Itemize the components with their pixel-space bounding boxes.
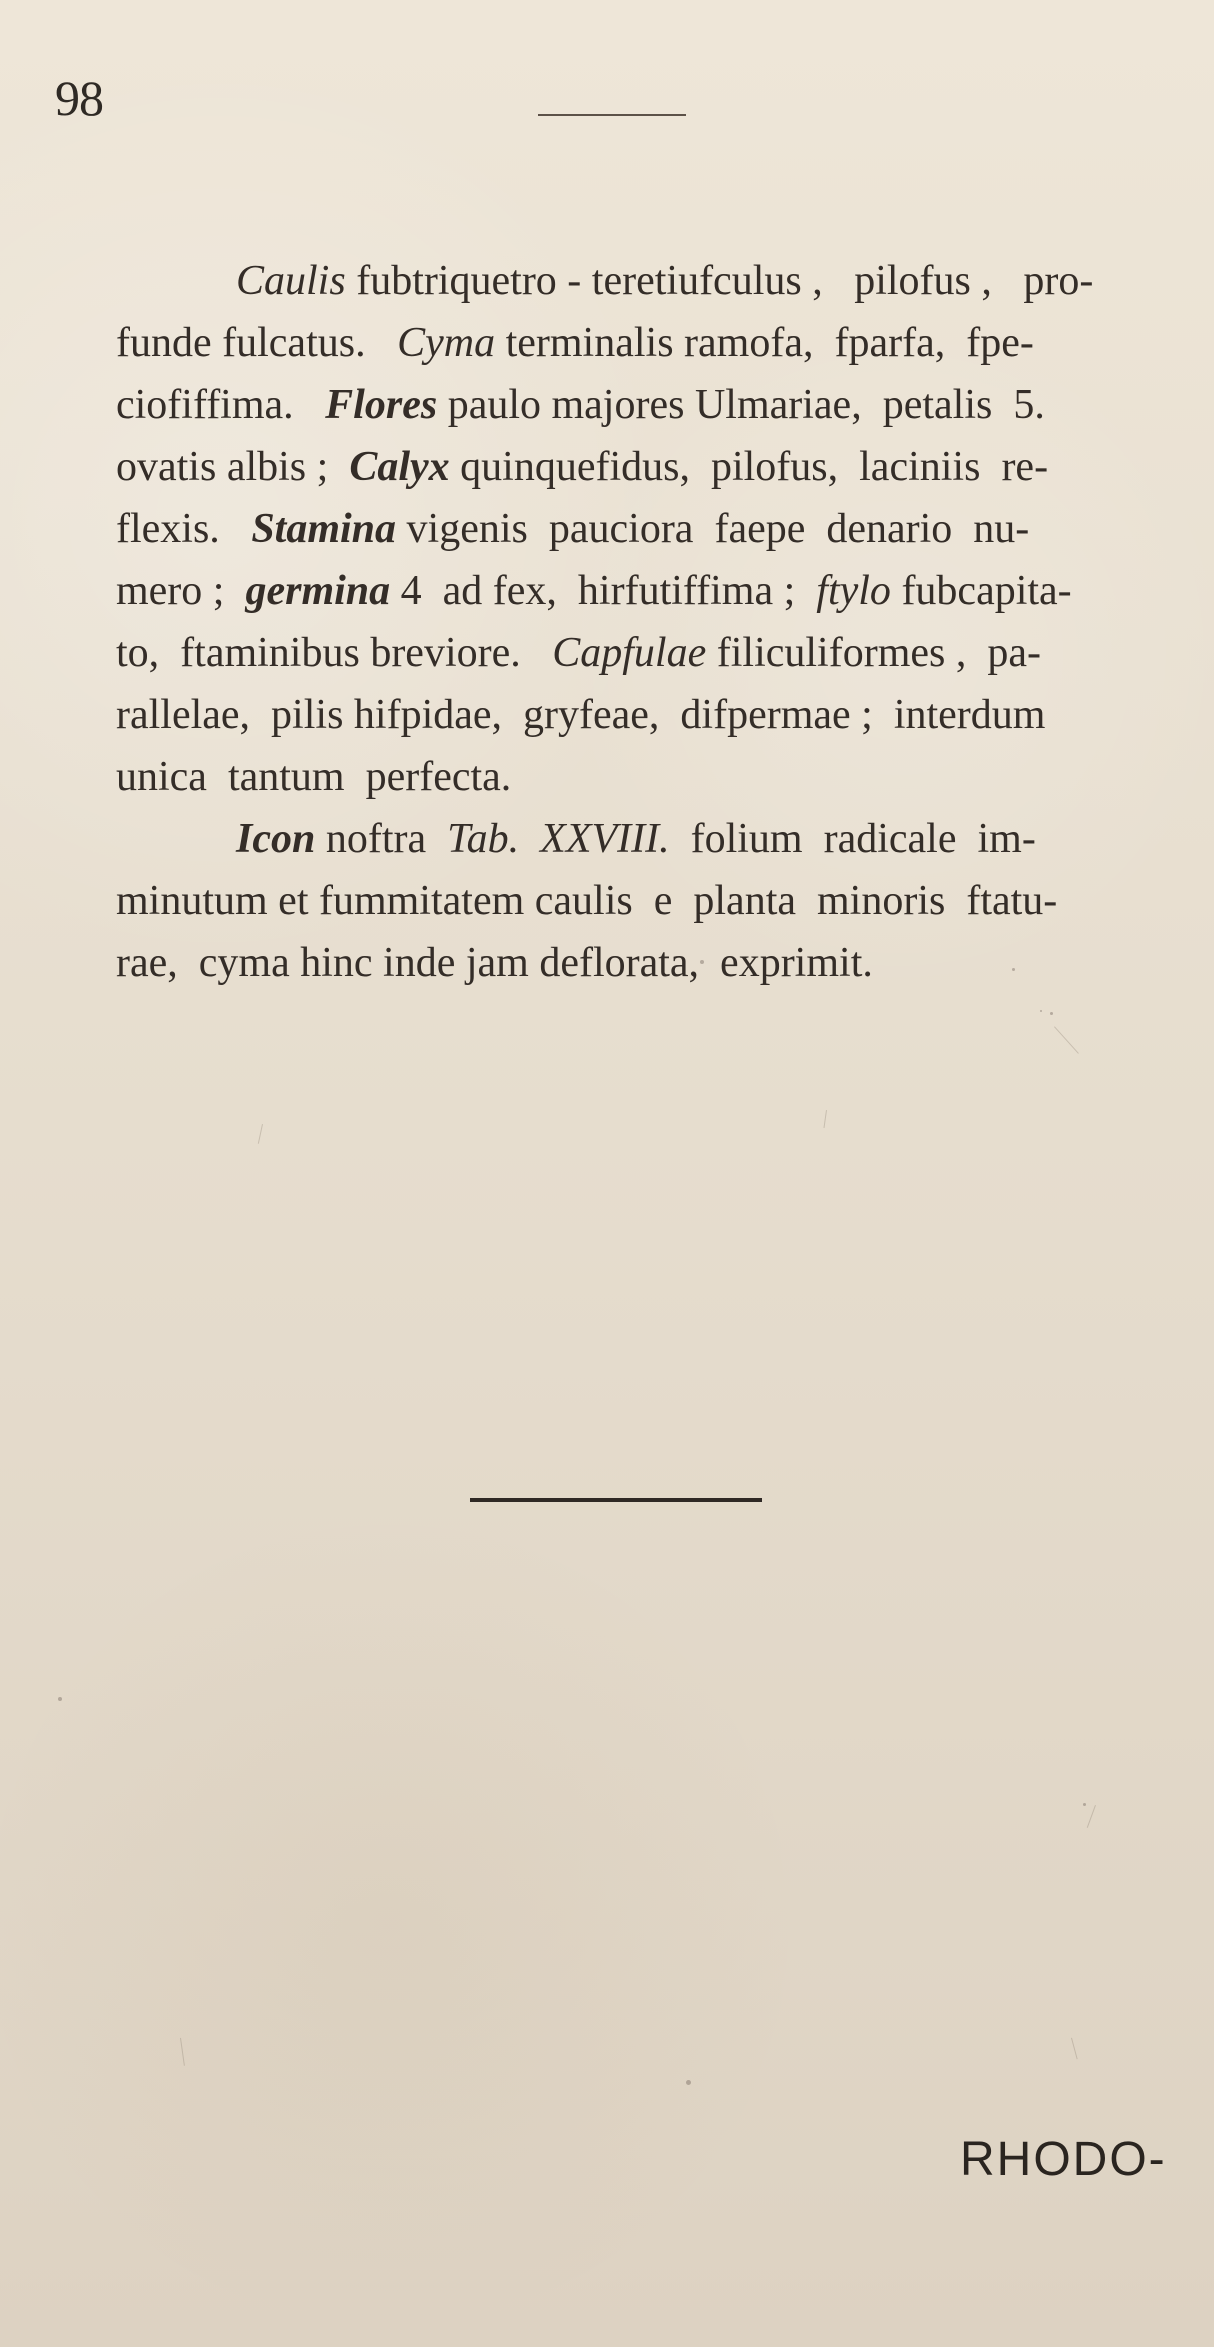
text-line <box>53 560 1173 676</box>
text-segment: terminalis ramofa, fparfa, fpe- <box>495 320 1034 366</box>
catchword: RHODO- <box>960 2133 1167 2186</box>
page-number: 98 <box>55 70 103 126</box>
text-segment: germina <box>245 568 391 614</box>
paper-speck <box>700 960 704 964</box>
text-segment: Flores <box>325 382 438 428</box>
text-line <box>53 188 1173 304</box>
text-segment: Calyx <box>349 444 450 490</box>
text-segment: to, ftaminibus breviore. <box>116 630 553 676</box>
text-line <box>53 436 1173 552</box>
text-line <box>53 374 1173 490</box>
text-segment: rallelae, pilis hifpidae, gryfeae, difpermae ; interdum <box>116 692 1046 738</box>
text-line <box>53 250 1173 366</box>
text-line <box>53 808 1173 924</box>
paper-mark <box>258 1124 263 1144</box>
text-segment: paulo majores Ulmariae, petalis 5. <box>437 382 1045 428</box>
paper-mark <box>180 2038 185 2066</box>
paper-speck <box>1083 1803 1086 1806</box>
paper-speck <box>1040 1010 1042 1012</box>
text-segment: ftylo <box>816 568 891 614</box>
text-line <box>53 312 1173 428</box>
text-line <box>53 746 1173 862</box>
text-line <box>53 870 1173 986</box>
text-segment: unica tantum perfecta. <box>116 754 512 800</box>
text-segment: Cyma <box>397 320 496 366</box>
footer-rule <box>470 1498 762 1502</box>
text-segment: quinquefidus, pilofus, laciniis re- <box>449 444 1049 490</box>
text-segment: Caulis <box>236 258 346 304</box>
paper-speck <box>1012 968 1015 971</box>
paper-mark <box>823 1110 826 1128</box>
text-segment: Tab. XXVIII. <box>447 816 670 862</box>
paper-speck <box>58 1697 62 1701</box>
paper-mark <box>1071 2038 1078 2060</box>
text-segment: Stamina <box>251 506 397 552</box>
paper-speck <box>1050 1012 1053 1015</box>
paper-mark <box>1054 1026 1079 1053</box>
text-segment: funde fulcatus. <box>116 320 398 366</box>
text-segment: filiculiformes , pa- <box>706 630 1041 676</box>
text-segment: noftra <box>315 816 448 862</box>
paper-mark <box>1087 1805 1096 1828</box>
body-text <box>53 188 1173 986</box>
text-segment: ciofiffima. <box>116 382 326 428</box>
text-segment: flexis. <box>116 506 252 552</box>
text-segment: minutum et fummitatem caulis e planta minoris ftatu- <box>116 878 1058 924</box>
text-segment: fubcapita- <box>890 568 1072 614</box>
text-line <box>53 684 1173 800</box>
text-segment: Icon <box>236 816 316 862</box>
text-line <box>53 498 1173 614</box>
text-segment: mero ; <box>116 568 246 614</box>
text-segment: ovatis albis ; <box>116 444 350 490</box>
text-line <box>53 622 1173 738</box>
paper-speck <box>686 2080 691 2085</box>
header-rule <box>538 114 686 116</box>
text-segment: rae, cyma hinc inde jam deflorata, exprimit. <box>116 940 873 986</box>
text-segment: Capfulae <box>552 630 707 676</box>
text-segment: vigenis pauciora faepe denario nu- <box>396 506 1030 552</box>
text-segment: 4 ad fex, hirfutiffima ; <box>390 568 817 614</box>
text-segment: folium radicale im- <box>669 816 1036 862</box>
text-segment: fubtriquetro - teretiufculus , pilofus , pro- <box>345 258 1094 304</box>
